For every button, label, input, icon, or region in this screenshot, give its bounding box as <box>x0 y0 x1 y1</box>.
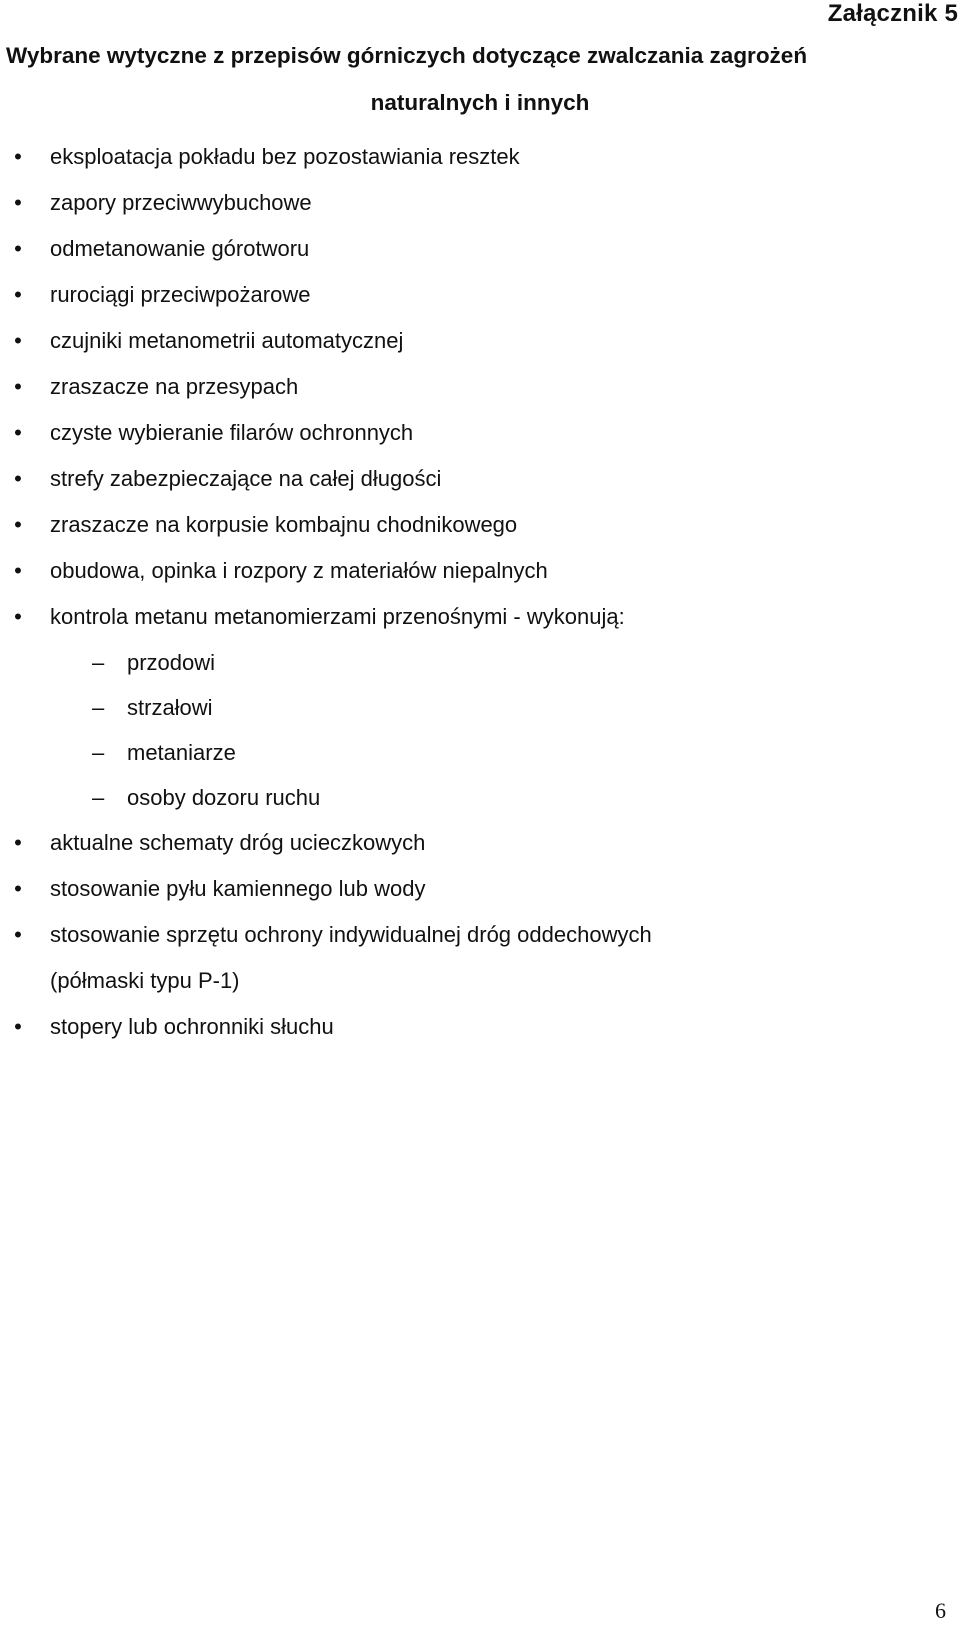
list-item <box>0 820 960 866</box>
list-item-text: czyste wybieranie filarów ochronnych <box>50 420 414 445</box>
list-item <box>0 548 960 594</box>
list-item-text: eksploatacja pokładu bez pozostawiania resztek <box>50 144 520 169</box>
list-item-text: odmetanowanie górotworu <box>50 236 310 261</box>
list-item-text: zapory przeciwwybuchowe <box>50 190 312 215</box>
bullet-icon: • <box>14 876 22 901</box>
dash-icon: – <box>92 695 105 720</box>
list-item <box>0 866 960 912</box>
list-item-text-line-2: (półmaski typu P-1) <box>50 968 240 993</box>
dash-icon: – <box>92 650 105 675</box>
dash-icon: – <box>92 740 105 765</box>
attachment-label: Załącznik 5 <box>827 0 958 27</box>
sub-list-item-text: przodowi <box>127 650 216 675</box>
sub-list-item-text: osoby dozoru ruchu <box>127 785 321 810</box>
bullet-icon: • <box>14 282 22 307</box>
bullet-icon: • <box>14 466 22 491</box>
sub-list-item <box>0 775 960 820</box>
list-item <box>0 1004 960 1050</box>
dash-icon: – <box>92 785 105 810</box>
list-item <box>0 456 960 502</box>
list-item <box>0 180 960 226</box>
list-item-text: stosowanie pyłu kamiennego lub wody <box>50 876 426 901</box>
list-item <box>0 134 960 180</box>
bullet-icon: • <box>14 558 22 583</box>
list-item <box>0 226 960 272</box>
list-item <box>0 318 960 364</box>
bullet-icon: • <box>14 420 22 445</box>
list-item-text: zraszacze na korpusie kombajnu chodnikowego <box>50 512 518 537</box>
bullet-icon: • <box>14 144 22 169</box>
bullet-icon: • <box>14 236 22 261</box>
sub-list-item <box>0 730 960 775</box>
bullet-icon: • <box>14 374 22 399</box>
list-item-text: aktualne schematy dróg ucieczkowych <box>50 830 426 855</box>
list-item-text: obudowa, opinka i rozpory z materiałów niepalnych <box>50 558 548 583</box>
sub-list-item-text: strzałowi <box>127 695 213 720</box>
list-item-text: strefy zabezpieczające na całej długości <box>50 466 442 491</box>
sub-list-item <box>0 685 960 730</box>
list-item <box>0 912 960 1004</box>
sub-list-item <box>0 640 960 685</box>
list-item-text-line-1: stosowanie sprzętu ochrony indywidualnej dróg oddechowych <box>50 922 652 947</box>
document-title-line-2: naturalnych i innych <box>370 90 590 115</box>
document-title-line-1: Wybrane wytyczne z przepisów górniczych dotyczące zwalczania zagrożeń <box>6 43 808 68</box>
list-item <box>0 594 960 640</box>
page-number: 6 <box>935 1598 946 1623</box>
list-item <box>0 502 960 548</box>
bullet-icon: • <box>14 512 22 537</box>
sub-list-item-text: metaniarze <box>127 740 236 765</box>
bullet-icon: • <box>14 830 22 855</box>
list-item <box>0 410 960 456</box>
bullet-icon: • <box>14 1014 22 1039</box>
list-item-text <box>50 912 652 1004</box>
list-item-text: stopery lub ochronniki słuchu <box>50 1014 334 1039</box>
list-item-text: kontrola metanu metanomierzami przenośnymi - wykonują: <box>50 604 625 629</box>
list-item <box>0 364 960 410</box>
bullet-icon: • <box>14 190 22 215</box>
list-item-text: czujniki metanometrii automatycznej <box>50 328 404 353</box>
bullet-icon: • <box>14 328 22 353</box>
bullet-icon: • <box>14 922 22 947</box>
list-item-text: rurociągi przeciwpożarowe <box>50 282 311 307</box>
list-item-text: zraszacze na przesypach <box>50 374 299 399</box>
bullet-icon: • <box>14 604 22 629</box>
guidelines-list <box>0 134 960 1050</box>
list-item <box>0 272 960 318</box>
